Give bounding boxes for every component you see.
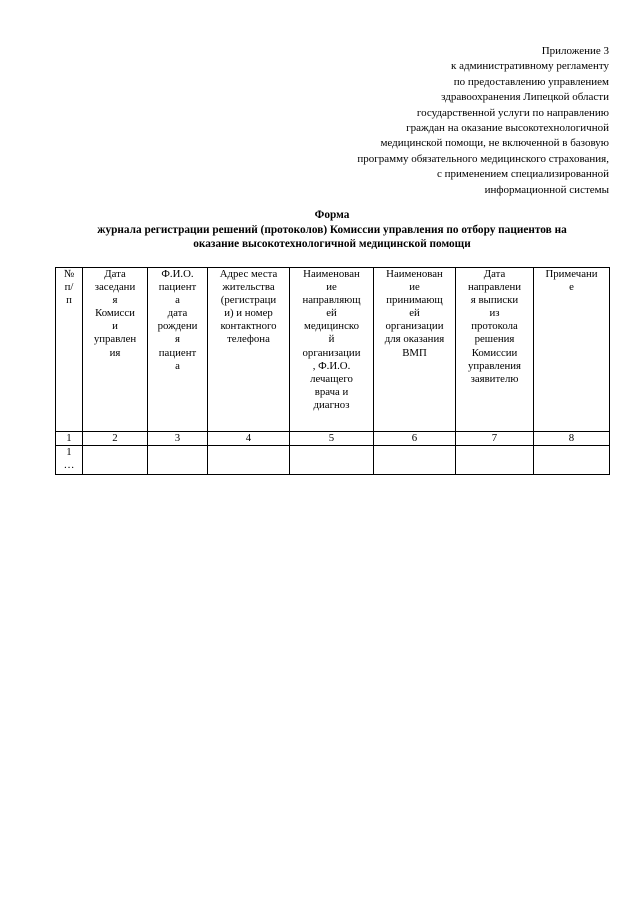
form-title-line: оказание высокотехнологичной медицинской помощи	[193, 238, 471, 250]
form-title-line: Форма	[314, 209, 350, 221]
header-cell-receiving-org: Наименован ие принимающ ей организации для оказания ВМП	[374, 268, 456, 432]
form-title-line: журнала регистрации решений (протоколов) Комиссии управления по отбору пациентов на	[97, 223, 567, 236]
column-number-cell: 6	[374, 432, 456, 446]
appendix-line: граждан на оказание высокотехнологичной	[406, 122, 609, 135]
empty-cell	[83, 446, 148, 475]
appendix-line: государственной услуги по направлению	[416, 106, 609, 119]
appendix-line: информационной системы	[484, 183, 609, 196]
column-number-cell: 1	[56, 432, 83, 446]
appendix-line: с применением специализированной	[437, 168, 609, 181]
column-number-row	[56, 432, 610, 446]
appendix-line: к административному регламенту	[451, 60, 609, 73]
column-number-cell: 3	[148, 432, 208, 446]
appendix-note	[279, 44, 609, 198]
header-cell-extract-date: Дата направлени я выписки из протокола решения Комиссии управления заявителю	[456, 268, 534, 432]
appendix-line: Приложение 3	[541, 45, 609, 57]
appendix-line: программу обязательного медицинского страхования,	[357, 152, 609, 165]
empty-cell	[148, 446, 208, 475]
header-cell-referring-org: Наименован ие направляющ ей медицинско й организации , Ф.И.О. лечащего врача и диагноз	[290, 268, 374, 432]
empty-cell	[290, 446, 374, 475]
empty-cell	[208, 446, 290, 475]
empty-cell	[534, 446, 610, 475]
column-number-cell: 2	[83, 432, 148, 446]
empty-cell	[456, 446, 534, 475]
row-number-cell: 1 …	[56, 446, 83, 475]
empty-cell	[374, 446, 456, 475]
appendix-line: здравоохранения Липецкой области	[441, 91, 609, 104]
header-cell-meeting-date: Дата заседани я Комисси и управлен ия	[83, 268, 148, 432]
header-row	[56, 268, 610, 432]
column-number-cell: 5	[290, 432, 374, 446]
header-cell-number: № п/ п	[56, 268, 83, 432]
table-row	[56, 446, 610, 475]
form-title	[55, 208, 609, 252]
column-number-cell: 8	[534, 432, 610, 446]
appendix-line: по предоставлению управлением	[453, 75, 609, 88]
journal-table	[55, 267, 610, 475]
header-cell-address: Адрес места жительства (регистраци и) и номер контактного телефона	[208, 268, 290, 432]
column-number-cell: 4	[208, 432, 290, 446]
column-number-cell: 7	[456, 432, 534, 446]
appendix-line: медицинской помощи, не включенной в базовую	[380, 137, 609, 150]
header-cell-patient-name: Ф.И.О. пациент а дата рождени я пациент а	[148, 268, 208, 432]
header-cell-notes: Примечани е	[534, 268, 610, 432]
